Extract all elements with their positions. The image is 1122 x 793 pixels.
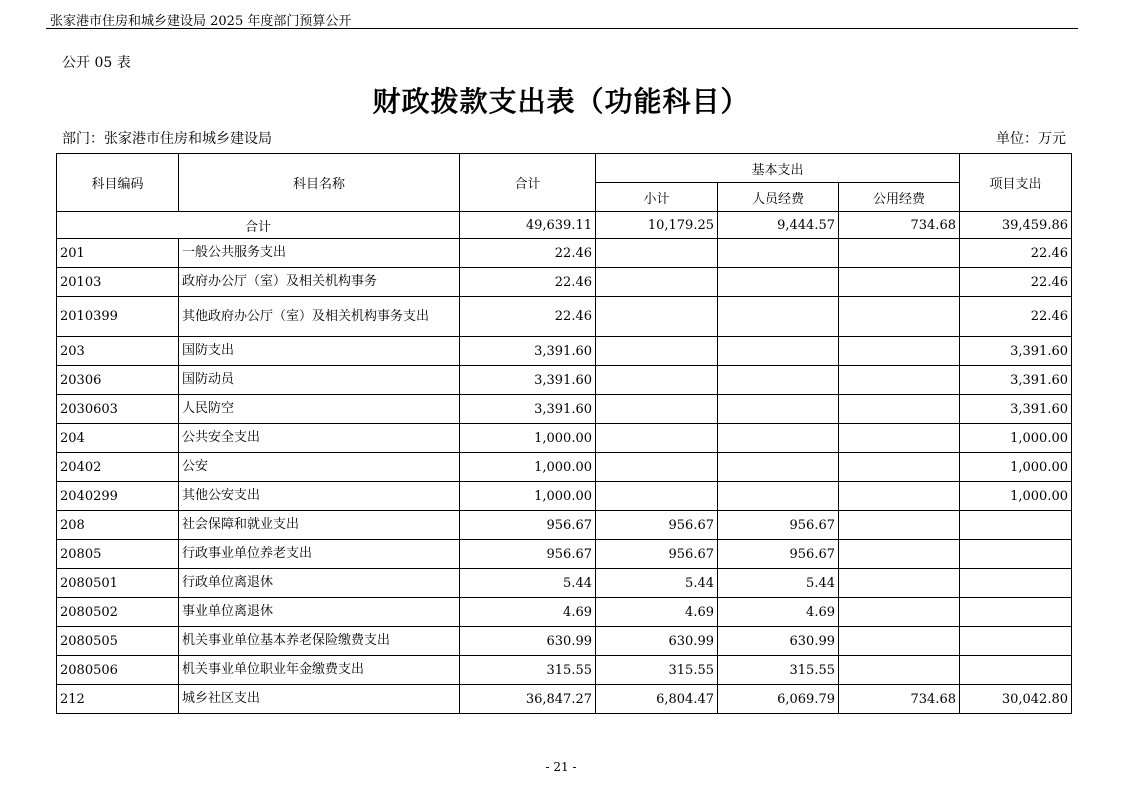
total-public: 734.68 xyxy=(839,212,960,239)
total-subtotal: 10,179.25 xyxy=(596,212,718,239)
table-row xyxy=(57,627,1072,656)
cell-subtotal: 956.67 xyxy=(596,540,718,569)
cell-total: 1,000.00 xyxy=(460,453,596,482)
cell-name: 人民防空 xyxy=(179,395,460,424)
cell-total: 956.67 xyxy=(460,511,596,540)
col-header-name: 科目名称 xyxy=(179,154,460,212)
cell-code: 203 xyxy=(57,337,179,366)
cell-subtotal xyxy=(596,337,718,366)
cell-project xyxy=(960,511,1072,540)
cell-personnel: 4.69 xyxy=(718,598,839,627)
cell-project xyxy=(960,627,1072,656)
total-personnel: 9,444.57 xyxy=(718,212,839,239)
cell-project: 3,391.60 xyxy=(960,395,1072,424)
col-header-public: 公用经费 xyxy=(839,183,960,212)
cell-name: 机关事业单位基本养老保险缴费支出 xyxy=(179,627,460,656)
cell-total: 1,000.00 xyxy=(460,424,596,453)
table-row xyxy=(57,366,1072,395)
cell-total: 22.46 xyxy=(460,239,596,268)
cell-name: 其他政府办公厅（室）及相关机构事务支出 xyxy=(179,297,460,337)
cell-public xyxy=(839,239,960,268)
cell-public xyxy=(839,569,960,598)
cell-total: 630.99 xyxy=(460,627,596,656)
cell-project xyxy=(960,540,1072,569)
cell-personnel xyxy=(718,453,839,482)
cell-public xyxy=(839,297,960,337)
cell-name: 事业单位离退休 xyxy=(179,598,460,627)
cell-code: 2010399 xyxy=(57,297,179,337)
cell-total: 315.55 xyxy=(460,656,596,685)
cell-public xyxy=(839,453,960,482)
cell-public xyxy=(839,337,960,366)
cell-personnel xyxy=(718,268,839,297)
cell-personnel xyxy=(718,482,839,511)
cell-subtotal: 630.99 xyxy=(596,627,718,656)
table-row xyxy=(57,239,1072,268)
cell-code: 208 xyxy=(57,511,179,540)
cell-name: 社会保障和就业支出 xyxy=(179,511,460,540)
cell-project xyxy=(960,569,1072,598)
cell-code: 20103 xyxy=(57,268,179,297)
cell-personnel: 315.55 xyxy=(718,656,839,685)
cell-code: 2030603 xyxy=(57,395,179,424)
page-title: 财政拨款支出表（功能科目） xyxy=(372,85,750,118)
page-number: - 21 - xyxy=(545,760,577,774)
cell-code: 204 xyxy=(57,424,179,453)
col-header-project: 项目支出 xyxy=(960,154,1072,212)
cell-public xyxy=(839,366,960,395)
unit-label: 单位：万元 xyxy=(996,131,1066,147)
cell-personnel: 956.67 xyxy=(718,511,839,540)
cell-project xyxy=(960,598,1072,627)
table-row xyxy=(57,511,1072,540)
form-code: 公开 05 表 xyxy=(62,55,131,71)
cell-personnel xyxy=(718,366,839,395)
cell-project: 22.46 xyxy=(960,268,1072,297)
table-row xyxy=(57,395,1072,424)
cell-public xyxy=(839,511,960,540)
cell-public xyxy=(839,540,960,569)
cell-code: 20306 xyxy=(57,366,179,395)
cell-subtotal xyxy=(596,453,718,482)
cell-name: 机关事业单位职业年金缴费支出 xyxy=(179,656,460,685)
cell-public xyxy=(839,268,960,297)
total-label: 合计 xyxy=(57,212,460,239)
cell-public xyxy=(839,598,960,627)
col-header-basic: 基本支出 xyxy=(596,154,960,183)
cell-name: 公共安全支出 xyxy=(179,424,460,453)
col-header-total: 合计 xyxy=(460,154,596,212)
cell-code: 212 xyxy=(57,685,179,714)
cell-subtotal xyxy=(596,268,718,297)
cell-code: 2080501 xyxy=(57,569,179,598)
total-project: 39,459.86 xyxy=(960,212,1072,239)
total-row xyxy=(57,212,1072,239)
cell-personnel xyxy=(718,239,839,268)
cell-project: 30,042.80 xyxy=(960,685,1072,714)
cell-public xyxy=(839,656,960,685)
cell-personnel: 6,069.79 xyxy=(718,685,839,714)
cell-personnel: 5.44 xyxy=(718,569,839,598)
cell-total: 956.67 xyxy=(460,540,596,569)
cell-project: 3,391.60 xyxy=(960,337,1072,366)
cell-subtotal xyxy=(596,297,718,337)
cell-code: 2040299 xyxy=(57,482,179,511)
cell-subtotal: 5.44 xyxy=(596,569,718,598)
cell-total: 1,000.00 xyxy=(460,482,596,511)
table-row xyxy=(57,337,1072,366)
cell-name: 政府办公厅（室）及相关机构事务 xyxy=(179,268,460,297)
table-row xyxy=(57,569,1072,598)
col-header-subtotal: 小计 xyxy=(596,183,718,212)
cell-code: 2080502 xyxy=(57,598,179,627)
cell-total: 3,391.60 xyxy=(460,366,596,395)
cell-name: 行政事业单位养老支出 xyxy=(179,540,460,569)
cell-personnel xyxy=(718,424,839,453)
cell-project: 22.46 xyxy=(960,239,1072,268)
cell-subtotal xyxy=(596,395,718,424)
cell-total: 3,391.60 xyxy=(460,337,596,366)
col-header-code: 科目编码 xyxy=(57,154,179,212)
cell-subtotal xyxy=(596,482,718,511)
cell-code: 20402 xyxy=(57,453,179,482)
header-rule xyxy=(46,28,1078,29)
table-row xyxy=(57,540,1072,569)
cell-public: 734.68 xyxy=(839,685,960,714)
header-row-1 xyxy=(57,154,1072,183)
cell-total: 22.46 xyxy=(460,268,596,297)
cell-total: 22.46 xyxy=(460,297,596,337)
cell-name: 其他公安支出 xyxy=(179,482,460,511)
cell-code: 2080506 xyxy=(57,656,179,685)
table-row xyxy=(57,453,1072,482)
cell-total: 3,391.60 xyxy=(460,395,596,424)
cell-personnel: 630.99 xyxy=(718,627,839,656)
table-row xyxy=(57,482,1072,511)
cell-name: 一般公共服务支出 xyxy=(179,239,460,268)
cell-subtotal: 956.67 xyxy=(596,511,718,540)
cell-code: 2080505 xyxy=(57,627,179,656)
cell-personnel xyxy=(718,395,839,424)
cell-personnel xyxy=(718,297,839,337)
cell-project: 3,391.60 xyxy=(960,366,1072,395)
cell-public xyxy=(839,627,960,656)
table-row xyxy=(57,297,1072,337)
department-label: 部门：张家港市住房和城乡建设局 xyxy=(62,131,272,147)
budget-table xyxy=(56,153,1072,714)
cell-public xyxy=(839,424,960,453)
table-row xyxy=(57,656,1072,685)
cell-code: 20805 xyxy=(57,540,179,569)
cell-name: 城乡社区支出 xyxy=(179,685,460,714)
cell-code: 201 xyxy=(57,239,179,268)
running-header: 张家港市住房和城乡建设局 2025 年度部门预算公开 xyxy=(50,14,352,29)
table-row xyxy=(57,598,1072,627)
table-row xyxy=(57,268,1072,297)
cell-subtotal: 6,804.47 xyxy=(596,685,718,714)
cell-total: 36,847.27 xyxy=(460,685,596,714)
cell-name: 公安 xyxy=(179,453,460,482)
cell-name: 国防动员 xyxy=(179,366,460,395)
cell-name: 行政单位离退休 xyxy=(179,569,460,598)
cell-subtotal: 4.69 xyxy=(596,598,718,627)
table-row xyxy=(57,424,1072,453)
cell-project: 1,000.00 xyxy=(960,453,1072,482)
cell-name: 国防支出 xyxy=(179,337,460,366)
table-row xyxy=(57,685,1072,714)
cell-personnel xyxy=(718,337,839,366)
cell-subtotal xyxy=(596,424,718,453)
cell-project: 1,000.00 xyxy=(960,424,1072,453)
cell-project xyxy=(960,656,1072,685)
cell-personnel: 956.67 xyxy=(718,540,839,569)
col-header-personnel: 人员经费 xyxy=(718,183,839,212)
cell-subtotal xyxy=(596,239,718,268)
cell-project: 1,000.00 xyxy=(960,482,1072,511)
cell-public xyxy=(839,482,960,511)
cell-public xyxy=(839,395,960,424)
cell-subtotal: 315.55 xyxy=(596,656,718,685)
cell-project: 22.46 xyxy=(960,297,1072,337)
cell-total: 5.44 xyxy=(460,569,596,598)
cell-subtotal xyxy=(596,366,718,395)
cell-total: 4.69 xyxy=(460,598,596,627)
total-total: 49,639.11 xyxy=(460,212,596,239)
